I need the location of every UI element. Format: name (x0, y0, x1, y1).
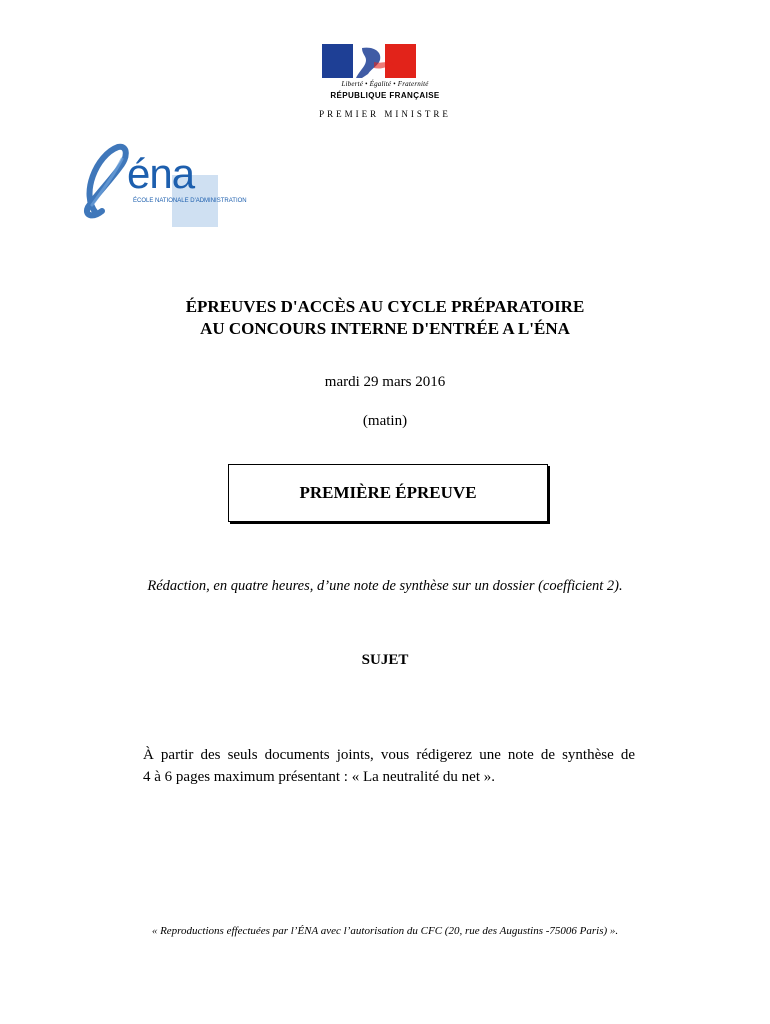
epreuve-box (228, 464, 548, 522)
exam-session: (matin) (362, 413, 408, 429)
subject-line-1: À partir des seuls documents joints, vous rédigerez une note de synthèse de (143, 747, 635, 763)
ministry-name: PREMIER MINISTRE (319, 109, 451, 119)
marianne-logo (322, 44, 416, 78)
ena-logo-word: éna (127, 150, 195, 197)
subject-statement (143, 744, 635, 788)
redaction-instructions: Rédaction, en quatre heures, d’une note de synthèse sur un dossier (coefficient 2). (147, 578, 623, 594)
subject-line-2: 4 à 6 pages maximum présentant : « La neutralité du net ». (143, 769, 495, 785)
title-line-1: ÉPREUVES D'ACCÈS AU CYCLE PRÉPARATOIRE (185, 297, 585, 316)
epreuve-label: PREMIÈRE ÉPREUVE (299, 483, 477, 502)
republic-motto: Liberté • Égalité • Fraternité (341, 80, 429, 88)
title-line-2: AU CONCOURS INTERNE D'ENTRÉE A L'ÉNA (200, 319, 570, 338)
exam-date: mardi 29 mars 2016 (324, 374, 446, 390)
document-title (0, 296, 770, 340)
reproduction-notice: « Reproductions effectuées par l’ÉNA avec l’autorisation du CFC (20, rue des Augustins -75006 Paris) ». (151, 925, 619, 937)
ena-logo-subtitle: ÉCOLE NATIONALE D'ADMINISTRATION (133, 198, 247, 204)
sujet-heading: SUJET (361, 652, 409, 668)
republic-name: RÉPUBLIQUE FRANÇAISE (330, 91, 440, 100)
